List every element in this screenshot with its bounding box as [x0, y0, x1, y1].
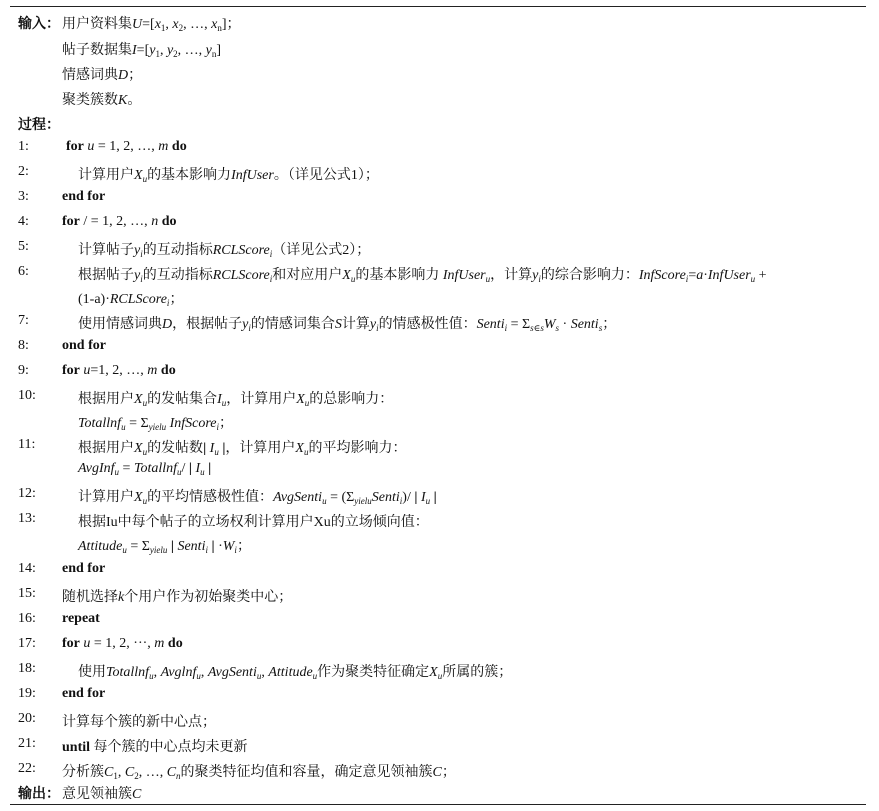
step-6-text-cont: (1-a)·RCLScore$_i$；: [78, 292, 184, 308]
step-6-text: 根据帖子$y_i$的互动指标RCLScore$_i$和对应用户$X_u$的基本影响力 InfUser$_u$，计算$y_i$的综合影响力：InfScore$_i$=a·InfUser$_u$ +: [78, 268, 767, 284]
output-label: 输出：: [18, 787, 60, 802]
step-number: 19:: [18, 686, 36, 701]
input-line-dict: 情感词典D；: [62, 68, 143, 83]
step-number: 7:: [18, 313, 29, 328]
step-number: 10:: [18, 388, 36, 403]
step-number: 8:: [18, 338, 29, 353]
step-11-text: 根据用户$X_u$的发帖数| $I_u$ |，计算用户$X_u$的平均影响力：: [78, 441, 407, 457]
step-10-text: 根据用户$X_u$的发帖集合$I_u$，计算用户$X_u$的总影响力：: [78, 392, 394, 408]
step-16-text: repeat: [62, 611, 100, 626]
step-number: 13:: [18, 511, 36, 526]
step-number: 3:: [18, 189, 29, 204]
step-number: 9:: [18, 363, 29, 378]
step-number: 16:: [18, 611, 36, 626]
step-number: 6:: [18, 264, 29, 279]
step-3-text: end for: [62, 189, 106, 204]
step-20-text: 计算每个簇的新中心点；: [62, 715, 216, 730]
step-number: 5:: [18, 239, 29, 254]
step-13-text: 根据Iu中每个帖子的立场权利计算用户Xu的立场倾向值：: [78, 515, 429, 530]
input-line-posts: 帖子数据集$I=[y_1$, $y_2$, …, $y_n$]: [62, 43, 222, 59]
input-label: 输入：: [18, 17, 60, 32]
step-11-formula: AvgInf$_u$ = Totallnf$_u$/ | $I_u$ |: [78, 461, 212, 477]
step-number: 17:: [18, 636, 36, 651]
output-text: 意见领袖簇C: [62, 787, 142, 802]
step-number: 20:: [18, 711, 36, 726]
step-number: 22:: [18, 761, 36, 776]
step-4-text: for / = 1, 2, …, n do: [62, 214, 177, 229]
step-15-text: 随机选择k个用户作为初始聚类中心；: [62, 590, 293, 605]
step-10-formula: Totallnf$_u$ = $\Sigma_{yielu}$ InfScore$_i$；: [78, 416, 234, 432]
step-2-text: 计算用户$X_u$的基本影响力InfUser。（详见公式1）；: [78, 168, 379, 184]
step-7-text: 使用情感词典D，根据帖子$y_i$的情感词集合S计算$y_i$的情感极性值：Senti$_i$ = $\Sigma_{s\in s}W_s$ · Senti$_s$；: [78, 317, 617, 333]
step-13-formula: Attitude$_u$ = $\Sigma_{yielu}$ | Senti$_i$ | $\cdot W_i$；: [78, 539, 251, 555]
step-17-text: for u = 1, 2, ···, m do: [62, 636, 183, 651]
step-number: 2:: [18, 164, 29, 179]
step-number: 21:: [18, 736, 36, 751]
bottom-rule: [10, 804, 866, 805]
step-number: 14:: [18, 561, 36, 576]
input-line-k: 聚类簇数K。: [62, 93, 142, 108]
step-number: 15:: [18, 586, 36, 601]
step-12-text: 计算用户$X_u$的平均情感极性值：AvgSenti$_u$ = $(\Sigma_{yielu}Senti_i)/$ | $I_u$ |: [78, 490, 437, 506]
process-label: 过程：: [18, 118, 60, 133]
step-8-text: ond for: [62, 338, 106, 353]
input-line-users: 用户资料集$U=[x_1$, $x_2$, …, $x_n$]；: [62, 17, 241, 33]
step-21-text: until 每个簇的中心点均未更新: [62, 740, 248, 755]
step-number: 4:: [18, 214, 29, 229]
step-14-text: end for: [62, 561, 106, 576]
top-rule: [10, 6, 866, 7]
step-number: 1:: [18, 139, 29, 154]
step-1-text: for u = 1, 2, …, m do: [66, 139, 187, 154]
step-number: 12:: [18, 486, 36, 501]
step-22-text: 分析簇$C_1$, $C_2$, …, $C_n$的聚类特征均值和容量，确定意见领袖簇C；: [62, 765, 456, 781]
step-18-text: 使用Totallnf$_u$, Avglnf$_u$, AvgSenti$_u$, Attitude$_u$作为聚类特征确定$X_u$所属的簇；: [78, 665, 513, 681]
step-5-text: 计算帖子$y_i$的互动指标RCLScore$_i$（详见公式2）；: [78, 243, 371, 259]
step-19-text: end for: [62, 686, 106, 701]
step-9-text: for u=1, 2, …, m do: [62, 363, 176, 378]
step-number: 18:: [18, 661, 36, 676]
step-number: 11:: [18, 437, 36, 452]
